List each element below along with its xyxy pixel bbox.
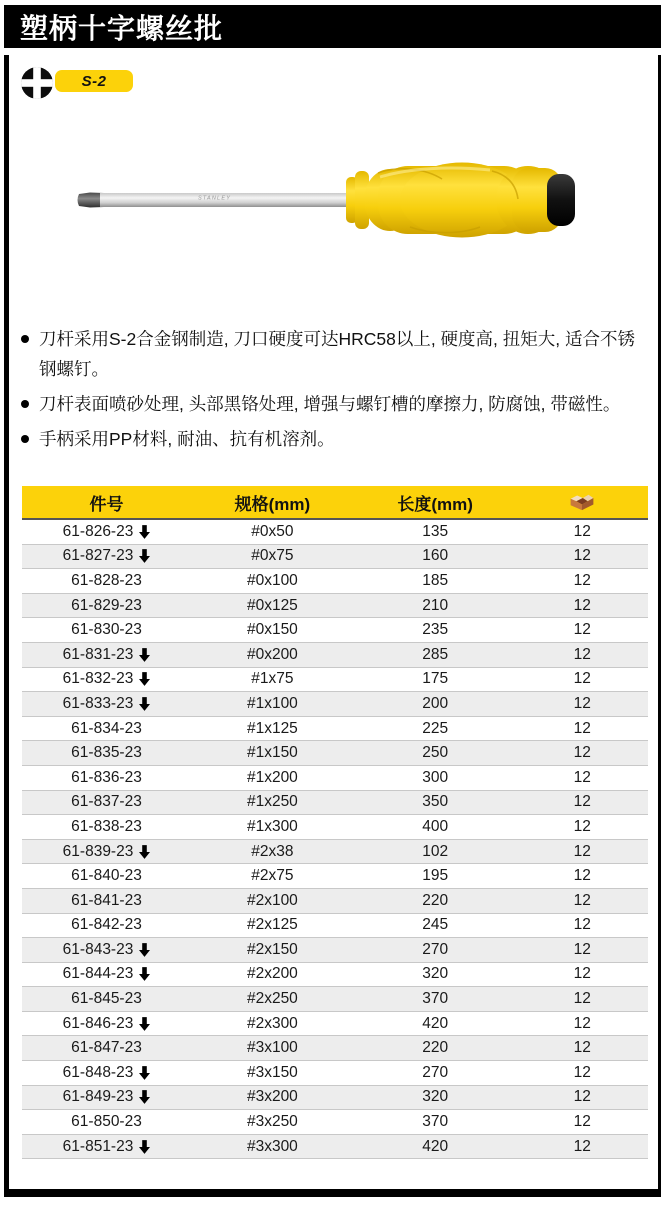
spec-cell: #3x300	[246, 1137, 298, 1155]
part-number: 61-850-23	[71, 1113, 142, 1131]
carton-box-icon	[569, 492, 595, 512]
part-number-cell	[22, 916, 191, 934]
part-number-cell	[22, 523, 191, 541]
header-part-no: 件号	[89, 494, 124, 514]
length-cell: 210	[422, 596, 449, 614]
table-row	[22, 643, 648, 668]
part-number: 61-832-23	[62, 670, 134, 688]
table-row	[22, 594, 648, 619]
down-arrow-icon	[139, 672, 150, 686]
part-number-cell	[22, 867, 191, 885]
spec-cell: #2x300	[246, 1014, 298, 1032]
part-number-cell	[22, 1138, 191, 1156]
screwdriver-product-image	[60, 135, 620, 250]
pack-qty-cell: 12	[573, 867, 591, 885]
length-cell: 320	[422, 965, 449, 983]
length-cell: 185	[422, 571, 449, 589]
part-number-cell	[22, 646, 191, 664]
spec-cell: #2x250	[246, 990, 298, 1008]
down-arrow-icon	[139, 967, 150, 981]
table-row	[22, 618, 648, 643]
spec-cell: #2x125	[246, 916, 298, 934]
part-number: 61-833-23	[62, 694, 134, 712]
table-row	[22, 692, 648, 717]
pack-qty-cell: 12	[573, 694, 591, 712]
table-row	[22, 987, 648, 1012]
part-number: 61-828-23	[71, 571, 142, 589]
header-pack-qty	[517, 492, 648, 512]
table-row	[22, 914, 648, 939]
part-number-cell	[22, 597, 191, 615]
length-cell: 200	[422, 694, 449, 712]
length-cell: 370	[422, 990, 449, 1008]
feature-text: 刀杆表面喷砂处理, 头部黑铬处理, 增强与螺钉槽的摩擦力, 防腐蚀, 带磁性。	[39, 394, 621, 414]
table-row	[22, 1086, 648, 1111]
part-number-cell	[22, 547, 191, 565]
part-number: 61-840-23	[71, 867, 142, 885]
part-number-cell	[22, 793, 191, 811]
spec-cell: #0x100	[246, 571, 298, 589]
part-number: 61-827-23	[62, 547, 134, 565]
header-length: 长度(mm)	[397, 494, 473, 514]
part-number: 61-848-23	[62, 1063, 134, 1081]
pack-qty-cell: 12	[573, 1014, 591, 1032]
part-number: 61-835-23	[71, 744, 142, 762]
part-number: 61-839-23	[62, 842, 134, 860]
spec-cell: #2x200	[246, 965, 298, 983]
part-number: 61-841-23	[71, 891, 142, 909]
pack-qty-cell: 12	[573, 1113, 591, 1131]
part-number: 61-834-23	[71, 719, 142, 737]
part-number-cell	[22, 744, 191, 762]
table-row	[22, 569, 648, 594]
table-row	[22, 815, 648, 840]
length-cell: 250	[422, 744, 449, 762]
spec-cell: #0x200	[246, 645, 298, 663]
length-cell: 350	[422, 793, 449, 811]
spec-table	[22, 486, 648, 1159]
spec-cell: #3x200	[246, 1088, 298, 1106]
pack-qty-cell: 12	[573, 842, 591, 860]
spec-cell: #1x100	[246, 694, 298, 712]
length-cell: 220	[422, 891, 449, 909]
pack-qty-cell: 12	[573, 571, 591, 589]
down-arrow-icon	[139, 845, 150, 859]
spec-table-body	[22, 520, 648, 1159]
pack-qty-cell: 12	[573, 744, 591, 762]
part-number: 61-829-23	[71, 596, 142, 614]
spec-cell: #3x150	[246, 1063, 298, 1081]
part-number-cell	[22, 621, 191, 639]
bullet-dot-icon	[21, 335, 29, 343]
spec-cell: #1x150	[246, 744, 298, 762]
pack-qty-cell: 12	[573, 1039, 591, 1057]
down-arrow-icon	[139, 943, 150, 957]
part-number-cell	[22, 720, 191, 738]
length-cell: 370	[422, 1113, 449, 1131]
pack-qty-cell: 12	[573, 645, 591, 663]
part-number: 61-838-23	[71, 817, 142, 835]
down-arrow-icon	[139, 1140, 150, 1154]
bullet-dot-icon	[21, 400, 29, 408]
pack-qty-cell: 12	[573, 596, 591, 614]
part-number: 61-837-23	[71, 793, 142, 811]
length-cell: 320	[422, 1088, 449, 1106]
down-arrow-icon	[139, 697, 150, 711]
pack-qty-cell: 12	[573, 990, 591, 1008]
part-number-cell	[22, 572, 191, 590]
part-number-cell	[22, 1064, 191, 1082]
length-cell: 400	[422, 817, 449, 835]
spec-cell: #1x300	[246, 817, 298, 835]
table-row	[22, 938, 648, 963]
part-number-cell	[22, 965, 191, 983]
spec-cell: #1x125	[246, 719, 298, 737]
part-number: 61-847-23	[71, 1039, 142, 1057]
feature-text: 刀杆采用S-2合金钢制造, 刀口硬度可达HRC58以上, 硬度高, 扭矩大, 适合不锈钢螺钉。	[39, 329, 636, 379]
part-number-cell	[22, 1088, 191, 1106]
handle-end-cap	[547, 174, 575, 226]
bullet-dot-icon	[21, 435, 29, 443]
length-cell: 420	[422, 1014, 449, 1032]
spec-cell: #1x75	[251, 670, 294, 688]
feature-list	[20, 324, 652, 459]
pack-qty-cell: 12	[573, 522, 591, 540]
part-number: 61-831-23	[62, 645, 134, 663]
table-row	[22, 520, 648, 545]
part-number-cell	[22, 1113, 191, 1131]
table-row	[22, 717, 648, 742]
table-row	[22, 864, 648, 889]
table-header-row	[22, 486, 648, 520]
length-cell: 235	[422, 621, 449, 639]
feature-item	[20, 389, 652, 419]
down-arrow-icon	[139, 549, 150, 563]
pack-qty-cell: 12	[573, 891, 591, 909]
spec-cell: #0x125	[246, 596, 298, 614]
length-cell: 135	[422, 522, 449, 540]
part-number: 61-830-23	[71, 621, 142, 639]
table-row	[22, 1012, 648, 1037]
spec-cell: #0x50	[251, 522, 294, 540]
table-row	[22, 840, 648, 865]
table-row	[22, 545, 648, 570]
spec-cell: #2x38	[251, 842, 294, 860]
part-number: 61-836-23	[71, 768, 142, 786]
steel-grade-label: S-2	[81, 72, 107, 90]
length-cell: 225	[422, 719, 449, 737]
table-row	[22, 668, 648, 693]
pack-qty-cell: 12	[573, 547, 591, 565]
part-number-cell	[22, 990, 191, 1008]
page-title-bar	[4, 5, 661, 48]
length-cell: 220	[422, 1039, 449, 1057]
spec-cell: #1x250	[246, 793, 298, 811]
spec-cell: #1x200	[246, 768, 298, 786]
table-row	[22, 963, 648, 988]
part-number-cell	[22, 843, 191, 861]
part-number: 61-844-23	[62, 965, 134, 983]
down-arrow-icon	[139, 525, 150, 539]
pack-qty-cell: 12	[573, 1063, 591, 1081]
table-row	[22, 1110, 648, 1135]
length-cell: 175	[422, 670, 449, 688]
part-number: 61-846-23	[62, 1014, 134, 1032]
handle	[346, 163, 562, 238]
pack-qty-cell: 12	[573, 916, 591, 934]
part-number: 61-842-23	[71, 916, 142, 934]
pack-qty-cell: 12	[573, 768, 591, 786]
table-row	[22, 889, 648, 914]
spec-cell: #2x150	[246, 940, 298, 958]
length-cell: 420	[422, 1137, 449, 1155]
table-row	[22, 791, 648, 816]
shaft-brand-text: STANLEY	[198, 195, 232, 202]
header-spec: 规格(mm)	[234, 494, 311, 514]
part-number: 61-843-23	[62, 940, 134, 958]
length-cell: 160	[422, 547, 449, 565]
length-cell: 245	[422, 916, 449, 934]
table-row	[22, 1061, 648, 1086]
down-arrow-icon	[139, 1090, 150, 1104]
down-arrow-icon	[139, 648, 150, 662]
pack-qty-cell: 12	[573, 940, 591, 958]
length-cell: 195	[422, 867, 449, 885]
spec-cell: #3x100	[246, 1039, 298, 1057]
part-number-cell	[22, 1039, 191, 1057]
part-number-cell	[22, 892, 191, 910]
table-row	[22, 741, 648, 766]
length-cell: 270	[422, 940, 449, 958]
table-row	[22, 1135, 648, 1160]
part-number: 61-845-23	[71, 990, 142, 1008]
table-row	[22, 1036, 648, 1061]
phillips-cross-icon	[20, 66, 54, 100]
part-number: 61-851-23	[62, 1137, 134, 1155]
part-number-cell	[22, 695, 191, 713]
part-number-cell	[22, 818, 191, 836]
length-cell: 102	[422, 842, 449, 860]
steel-grade-badge	[55, 70, 133, 92]
pack-qty-cell: 12	[573, 793, 591, 811]
spec-cell: #2x75	[251, 867, 294, 885]
feature-text: 手柄采用PP材料, 耐油、抗有机溶剂。	[39, 429, 335, 449]
page-title: 塑柄十字螺丝批	[20, 12, 224, 44]
spec-cell: #2x100	[246, 891, 298, 909]
part-number-cell	[22, 941, 191, 959]
length-cell: 285	[422, 645, 449, 663]
feature-item	[20, 424, 652, 454]
part-number-cell	[22, 1015, 191, 1033]
table-row	[22, 766, 648, 791]
pack-qty-cell: 12	[573, 817, 591, 835]
length-cell: 300	[422, 768, 449, 786]
part-number-cell	[22, 769, 191, 787]
pack-qty-cell: 12	[573, 965, 591, 983]
length-cell: 270	[422, 1063, 449, 1081]
part-number-cell	[22, 670, 191, 688]
part-number: 61-826-23	[62, 522, 134, 540]
part-number: 61-849-23	[62, 1088, 134, 1106]
down-arrow-icon	[139, 1017, 150, 1031]
spec-cell: #3x250	[246, 1113, 298, 1131]
spec-cell: #0x150	[246, 621, 298, 639]
down-arrow-icon	[139, 1066, 150, 1080]
spec-cell: #0x75	[251, 547, 294, 565]
pack-qty-cell: 12	[573, 1137, 591, 1155]
pack-qty-cell: 12	[573, 621, 591, 639]
pack-qty-cell: 12	[573, 670, 591, 688]
pack-qty-cell: 12	[573, 719, 591, 737]
pack-qty-cell: 12	[573, 1088, 591, 1106]
feature-item	[20, 324, 652, 384]
